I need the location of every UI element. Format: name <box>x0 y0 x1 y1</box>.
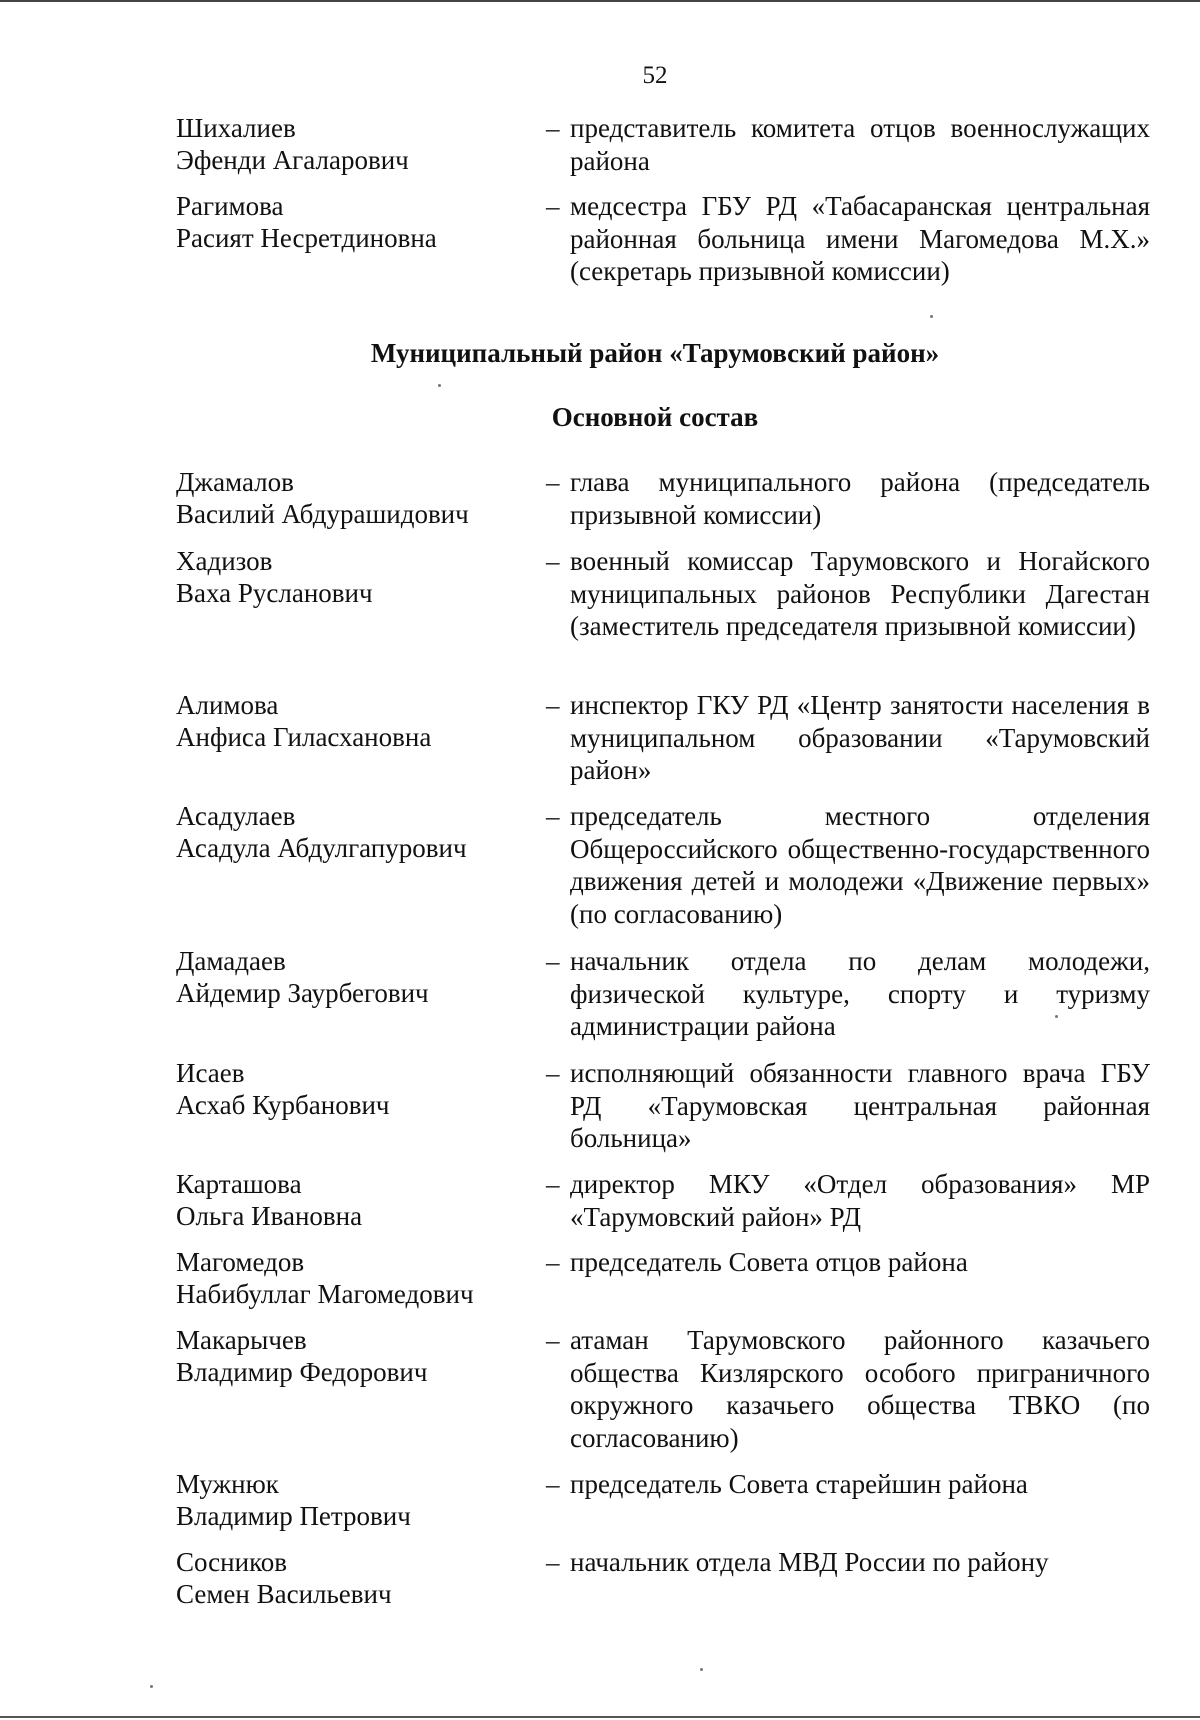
dash-separator: – <box>546 1469 560 1499</box>
member-role <box>546 190 1150 288</box>
member-role <box>546 800 1150 930</box>
member-surname: Карташова <box>176 1169 302 1199</box>
member-name <box>176 945 536 1009</box>
dash-separator: – <box>546 1325 560 1355</box>
member-surname: Хадизов <box>176 546 273 576</box>
member-role-text: инспектор ГКУ РД «Центр занятости населения в муниципальном образовании «Тарумовский район» <box>570 690 1150 785</box>
member-role-text: военный комиссар Тарумовского и Ногайского муниципальных районов Республики Дагестан (заместитель председателя призывной комиссии) <box>570 546 1150 641</box>
member-name <box>176 1468 536 1532</box>
member-given-name: Ольга Ивановна <box>176 1201 363 1231</box>
member-given-name: Ваха Русланович <box>176 578 373 608</box>
member-surname: Исаев <box>176 1058 245 1088</box>
member-role-text: председатель местного отделения Общероссийского общественно-государственного движения детей и молодежи «Движение первых» (по согласованию) <box>570 801 1150 929</box>
member-role-text: председатель Совета старейшин района <box>570 1469 1028 1499</box>
member-given-name: Асхаб Курбанович <box>176 1090 390 1120</box>
member-name <box>176 689 536 753</box>
member-name <box>176 545 536 609</box>
member-given-name: Набибуллаг Магомедович <box>176 1279 474 1309</box>
scan-speck <box>930 315 933 318</box>
member-role <box>546 545 1150 643</box>
member-surname: Асадулаев <box>176 801 296 831</box>
member-surname: Шихалиев <box>176 113 296 143</box>
scan-speck <box>150 1685 153 1688</box>
member-role <box>546 1324 1150 1454</box>
member-surname: Рагимова <box>176 191 284 221</box>
member-name <box>176 190 536 254</box>
member-surname: Джамалов <box>176 467 294 497</box>
member-surname: Мужнюк <box>176 1469 279 1499</box>
member-role <box>546 1468 1150 1501</box>
member-role-text: медсестра ГБУ РД «Табасаранская центральная районная больница имени Магомедова М.Х.» (секретарь призывной комиссии) <box>570 191 1150 286</box>
scan-bottom-edge <box>0 1716 1200 1718</box>
member-given-name: Асадула Абдулгапурович <box>176 833 467 863</box>
member-surname: Сосников <box>176 1547 288 1577</box>
dash-separator: – <box>546 801 560 831</box>
member-given-name: Василий Абдурашидович <box>176 499 469 529</box>
dash-separator: – <box>546 690 560 720</box>
member-name <box>176 1546 536 1610</box>
dash-separator: – <box>546 546 560 576</box>
member-surname: Макарычев <box>176 1325 307 1355</box>
dash-separator: – <box>546 1058 560 1088</box>
member-given-name: Эфенди Агаларович <box>176 145 409 175</box>
member-role-text: начальник отдела по делам молодежи, физической культуре, спорту и туризму администрации района <box>570 946 1150 1041</box>
member-role <box>546 945 1150 1043</box>
member-role <box>546 1246 1150 1279</box>
dash-separator: – <box>546 1247 560 1277</box>
member-given-name: Анфиса Гиласхановна <box>176 722 432 752</box>
member-role-text: директор МКУ «Отдел образования» МР «Тарумовский район» РД <box>570 1169 1150 1232</box>
page-number: 52 <box>642 62 668 89</box>
member-given-name: Владимир Петрович <box>176 1501 411 1531</box>
member-role <box>546 1168 1150 1233</box>
member-role-text: атаман Тарумовского районного казачьего общества Кизлярского особого приграничного окружного казачьего общества ТВКО (по согласованию) <box>570 1325 1150 1453</box>
member-role-text: начальник отдела МВД России по району <box>570 1547 1049 1577</box>
member-role <box>546 689 1150 787</box>
section-subtitle: Основной состав <box>551 402 759 432</box>
scan-speck <box>1055 1015 1058 1018</box>
member-role-text: глава муниципального района (председатель призывной комиссии) <box>570 467 1150 530</box>
member-surname: Алимова <box>176 690 279 720</box>
member-surname: Дамадаев <box>176 946 286 976</box>
member-role <box>546 112 1150 177</box>
member-given-name: Семен Васильевич <box>176 1579 392 1609</box>
member-role-text: представитель комитета отцов военнослужащих района <box>570 113 1150 176</box>
member-name <box>176 1246 536 1310</box>
member-role <box>546 1546 1150 1579</box>
dash-separator: – <box>546 113 560 143</box>
member-role <box>546 1057 1150 1155</box>
member-name <box>176 112 536 176</box>
dash-separator: – <box>546 191 560 221</box>
member-surname: Магомедов <box>176 1247 305 1277</box>
member-name <box>176 1168 536 1232</box>
section-title: Муниципальный район «Тарумовский район» <box>370 338 940 368</box>
dash-separator: – <box>546 946 560 976</box>
dash-separator: – <box>546 467 560 497</box>
member-given-name: Расият Несретдиновна <box>176 223 437 253</box>
member-role-text: председатель Совета отцов района <box>570 1247 968 1277</box>
member-role-text: исполняющий обязанности главного врача ГБУ РД «Тарумовская центральная районная больница» <box>570 1058 1150 1153</box>
scan-top-edge <box>0 0 1200 2</box>
member-name <box>176 800 536 864</box>
member-name <box>176 466 536 530</box>
scan-speck <box>438 384 441 387</box>
member-name <box>176 1057 536 1121</box>
dash-separator: – <box>546 1547 560 1577</box>
member-given-name: Айдемир Заурбегович <box>176 978 429 1008</box>
member-name <box>176 1324 536 1388</box>
member-given-name: Владимир Федорович <box>176 1357 428 1387</box>
scan-speck <box>700 1668 703 1671</box>
member-role <box>546 466 1150 531</box>
dash-separator: – <box>546 1169 560 1199</box>
